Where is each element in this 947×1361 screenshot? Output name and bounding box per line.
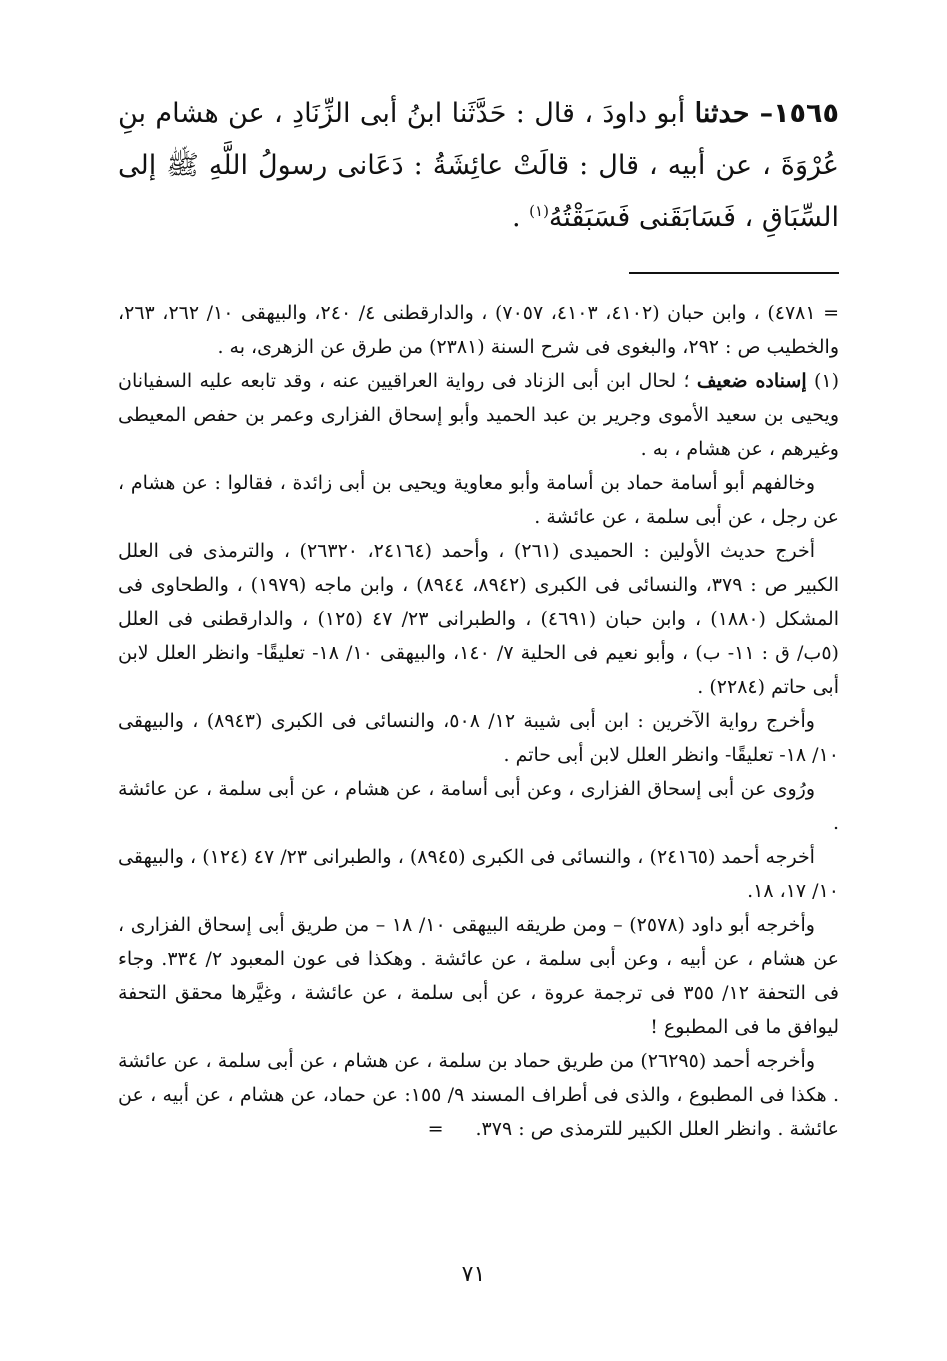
footnote-reference[interactable]: (١)	[529, 202, 549, 220]
footnotes	[118, 296, 839, 1146]
footnote-paragraph-6: أخرجه أحمد (٢٤١٦٥) ، والنسائى فى الكبرى (٨٩٤٥) ، والطبرانى ٢٣/ ٤٧ (١٢٤) ، والبيهقى ١٠/ ١٧، ١٨.	[118, 846, 839, 902]
hadith-lead: – حدثنا	[694, 98, 774, 129]
continuation-marker: =	[427, 1118, 444, 1140]
hadith-text	[118, 88, 839, 244]
footnote-paragraph-8-text: وأخرجه أحمد (٢٦٢٩٥) من طريق حماد بن سلمة ، عن هشام ، عن أبى سلمة ، عن عائشة . هكذا فى المطبوع ، والذى فى أطراف المسند ٩/ ١٥٥: عن حماد، عن هشام ، عن أبيه ، عن عائشة . وانظر العلل الكبير للترمذى ص : ٣٧٩.	[118, 1050, 839, 1140]
footnote-1	[118, 364, 839, 466]
footnote-separator	[629, 272, 839, 274]
page-number: ٧١	[461, 1262, 486, 1287]
hadith-body: أبو داودَ ، قال : حَدَّثَنا ابنُ أبى الزِّنَادِ ، عن هشام بنِ عُرْوَةَ ، عن أبيه ، قال : قالَتْ عائِشَةُ : دَعَانى رسولُ اللَّهِ ﷺ إلى السِّبَاقِ ، فَسَابَقَنى فَسَبَقْتُهُ	[118, 98, 839, 233]
footnote-continuation: = ٤٧٨١) ، وابن حبان (٤١٠٢، ٤١٠٣، ٧٠٥٧) ، والدارقطنى ٤/ ٢٤٠، والبيهقى ١٠/ ٢٦٢، ٢٦٣، والخطيب ص : ٢٩٢، والبغوى فى شرح السنة (٢٣٨١) من طرق عن الزهرى، به .	[118, 302, 840, 358]
footnote-1-number: (١)	[813, 370, 839, 392]
footnote-1-verdict: إسناده ضعيف	[696, 370, 807, 392]
hadith-end: .	[511, 202, 530, 233]
footnote-paragraph-4: وأخرج رواية الآخرين : ابن أبى شيبة ١٢/ ٥٠٨، والنسائى فى الكبرى (٨٩٤٣) ، والبيهقى ١٠/ ١٨- تعليقًا- وانظر العلل لابن أبى حاتم .	[118, 710, 839, 766]
footnote-paragraph-7: وأخرجه أبو داود (٢٥٧٨) – ومن طريقه البيهقى ١٠/ ١٨ – من طريق أبى إسحاق الفزارى ، عن هشام ، عن أبيه ، وعن أبى سلمة ، عن عائشة . وهكذا فى عون المعبود ٢/ ٣٣٤. وجاء فى التحفة ١٢/ ٣٥٥ فى ترجمة عروة ، عن أبى سلمة ، عن عائشة ، وغيَّرها محقق التحفة ليوافق ما فى المطبوع !	[118, 914, 839, 1038]
footnote-1-text: ؛ لحال ابن أبى الزناد فى رواية العراقيين عنه ، وقد تابعه عليه السفيانان ويحيى بن سعيد الأموى وجرير بن عبد الحميد وأبو إسحاق الفزارى وعمر بن حفص المعيطى وغيرهم ، عن هشام ، به .	[118, 370, 839, 460]
page-body	[118, 88, 839, 1321]
footnote-paragraph-8	[118, 1044, 839, 1146]
hadith-number: ١٥٦٥	[773, 98, 839, 129]
footnote-paragraph-5: ورُوى عن أبى إسحاق الفزارى ، وعن أبى أسامة ، عن هشام ، عن أبى سلمة ، عن عائشة .	[118, 778, 839, 834]
footnote-paragraph-2: وخالفهم أبو أسامة حماد بن أسامة وأبو معاوية ويحيى بن أبى زائدة ، فقالوا : عن هشام ، عن رجل ، عن أبى سلمة ، عن عائشة .	[118, 472, 839, 528]
footnote-paragraph-3: أخرج حديث الأولين : الحميدى (٢٦١) ، وأحمد (٢٤١٦٤، ٢٦٣٢٠) ، والترمذى فى العلل الكبير ص : ٣٧٩، والنسائى فى الكبرى (٨٩٤٢، ٨٩٤٤) ، وابن ماجه (١٩٧٩) ، والطحاوى فى المشكل (١٨٨٠) ، وابن حبان (٤٦٩١) ، والطبرانى ٢٣/ ٤٧ (١٢٥) ، والدارقطنى فى العلل (٥ب/ ق : ١١- ب) ، وأبو نعيم فى الحلية ٧/ ١٤٠، والبيهقى ١٠/ ١٨- تعليقًا- وانظر العلل لابن أبى حاتم (٢٢٨٤) .	[118, 540, 839, 698]
